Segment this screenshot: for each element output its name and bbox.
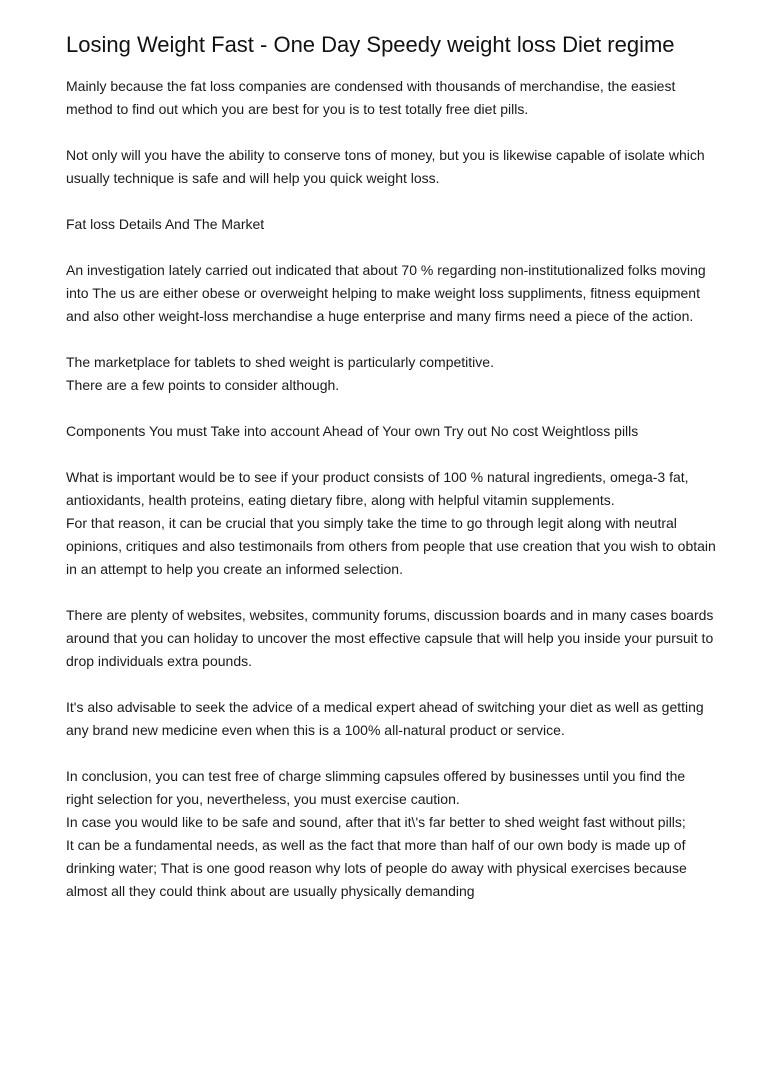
paragraph-text: An investigation lately carried out indicated that about 70 % regarding non-institutionalized folks moving into The us are either obese or overweight helping to make weight loss suppliments, fitness equipment and also other weight-loss merchandise a huge enterprise and many firms need a piece of the action. <box>66 262 706 324</box>
paragraph-8 <box>66 765 716 903</box>
section-heading-text: Fat loss Details And The Market <box>66 216 265 232</box>
paragraph-text: In conclusion, you can test free of charge slimming capsules offered by businesses until you find the right selection for you, nevertheless, you must exercise caution. <box>66 768 686 807</box>
paragraph-text: It's also advisable to seek the advice of a medical expert ahead of switching your diet as well as getting any brand new medicine even when this is a 100% all-natural product or service. <box>66 699 704 738</box>
paragraph-3 <box>66 259 716 328</box>
section-heading-text: Components You must Take into account Ahead of Your own Try out No cost Weightloss pills <box>66 423 639 439</box>
paragraph-text: There are a few points to consider although. <box>66 377 340 393</box>
paragraph-4 <box>66 351 716 397</box>
paragraph-text: For that reason, it can be crucial that you simply take the time to go through legit along with neutral opinions, critiques and also testimonails from others from people that use creation that you wish to obtain in an attempt to help you create an informed selection. <box>66 515 716 577</box>
paragraph-text: In case you would like to be safe and sound, after that it\'s far better to shed weight fast without pills; <box>66 814 686 830</box>
document-title: Losing Weight Fast - One Day Speedy weight loss Diet regime <box>66 32 675 57</box>
paragraph-text: Not only will you have the ability to conserve tons of money, but you is likewise capable of isolate which usually technique is safe and will help you quick weight loss. <box>66 147 705 186</box>
document-page <box>66 32 716 926</box>
paragraph-7 <box>66 696 716 742</box>
paragraph-2 <box>66 144 716 190</box>
paragraph-text: It can be a fundamental needs, as well as the fact that more than half of our own body is made up of drinking water; That is one good reason why lots of people do away with physical exercises because almost all they could think about are usually physically demanding <box>66 837 687 899</box>
paragraph-text: The marketplace for tablets to shed weight is particularly competitive. <box>66 354 494 370</box>
paragraph-6 <box>66 604 716 673</box>
section-heading-components <box>66 420 716 443</box>
paragraph-5 <box>66 466 716 581</box>
paragraph-1 <box>66 75 716 121</box>
section-heading-fat-loss-details <box>66 213 716 236</box>
paragraph-text: There are plenty of websites, websites, community forums, discussion boards and in many cases boards around that you can holiday to uncover the most effective capsule that will help you inside your pursuit to drop individuals extra pounds. <box>66 607 714 669</box>
paragraph-text: Mainly because the fat loss companies are condensed with thousands of merchandise, the easiest method to find out which you are best for you is to test totally free diet pills. <box>66 78 676 117</box>
paragraph-text: What is important would be to see if your product consists of 100 % natural ingredients, omega-3 fat, antioxidants, health proteins, eating dietary fibre, along with helpful vitamin supplements. <box>66 469 689 508</box>
